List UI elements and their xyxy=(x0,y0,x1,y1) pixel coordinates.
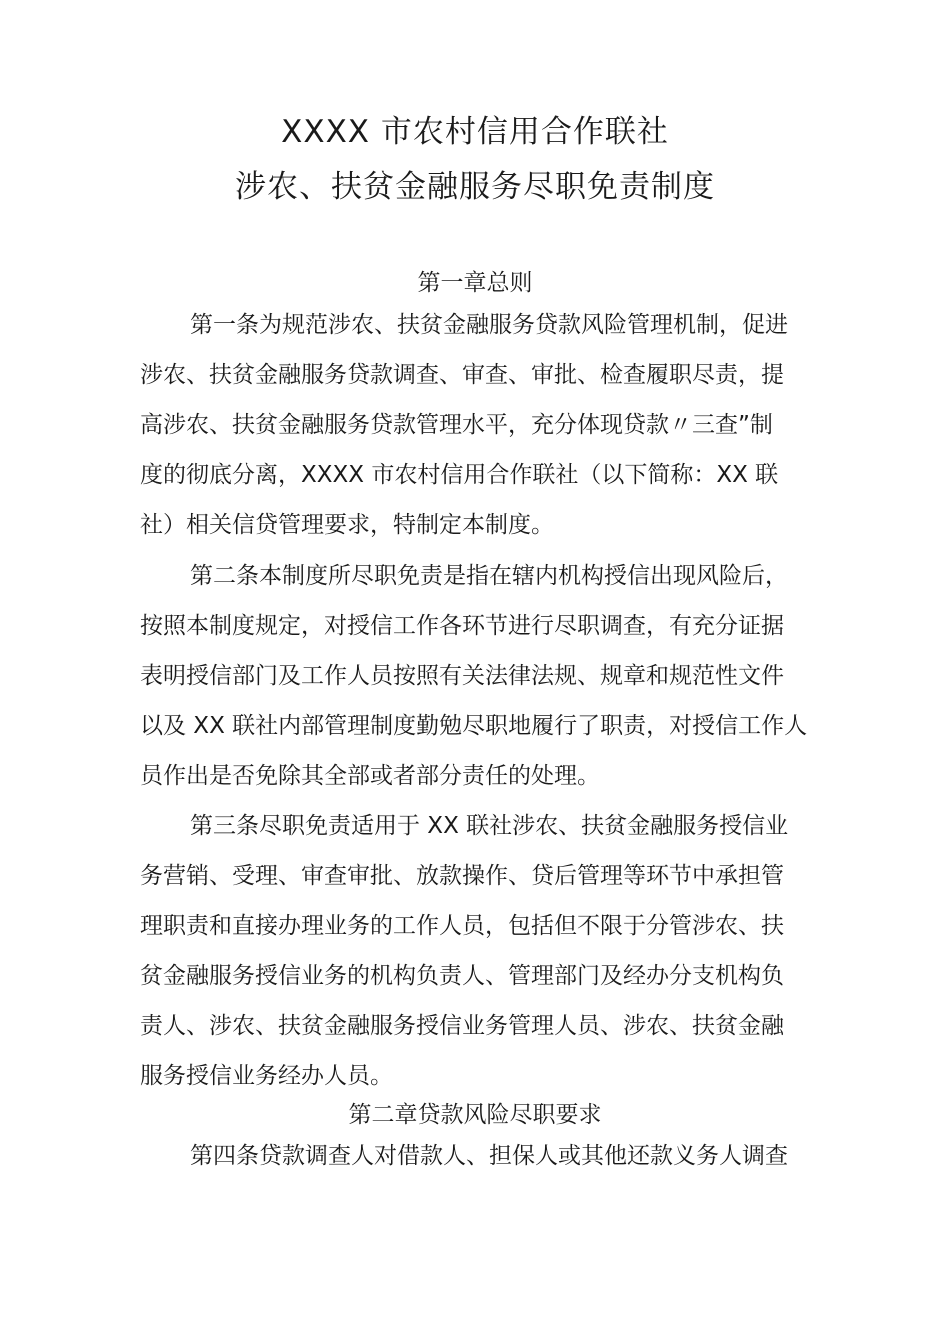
article-2-line: 第二条本制度所尽职免责是指在辖内机构授信出现风险后， xyxy=(190,563,788,589)
article-1-line: 社）相关信贷管理要求，特制定本制度。 xyxy=(140,512,554,538)
article-4-line: 第四条贷款调查人对借款人、担保人或其他还款义务人调查 xyxy=(190,1143,788,1169)
article-1-line: 度的彻底分离，XXXX 市农村信用合作联社（以下简称：XX 联 xyxy=(140,462,779,488)
article-3-line: 务营销、受理、审查审批、放款操作、贷后管理等环节中承担管 xyxy=(140,863,784,889)
article-1-line: 第一条为规范涉农、扶贫金融服务贷款风险管理机制，促进 xyxy=(190,312,788,338)
article-3-line: 责人、涉农、扶贫金融服务授信业务管理人员、涉农、扶贫金融 xyxy=(140,1013,784,1039)
chapter-heading-2: 第二章贷款风险尽职要求 xyxy=(348,1102,602,1128)
article-3-line: 第三条尽职免责适用于 XX 联社涉农、扶贫金融服务授信业 xyxy=(190,813,789,839)
chapter-heading-1: 第一章总则 xyxy=(417,270,533,296)
article-2-line: 按照本制度规定，对授信工作各环节进行尽职调查，有充分证据 xyxy=(140,613,784,639)
article-3-line: 服务授信业务经办人员。 xyxy=(140,1063,393,1089)
article-1-line: 涉农、扶贫金融服务贷款调查、审查、审批、检查履职尽责，提 xyxy=(140,362,784,388)
article-3-line: 理职责和直接办理业务的工作人员，包括但不限于分管涉农、扶 xyxy=(140,913,784,939)
document-title-line-1: XXXX 市农村信用合作联社 xyxy=(281,114,669,150)
article-2-line: 员作出是否免除其全部或者部分责任的处理。 xyxy=(140,763,600,789)
article-1-line: 高涉农、扶贫金融服务贷款管理水平，充分体现贷款〃三查”制 xyxy=(140,412,773,438)
document-title-line-2: 涉农、扶贫金融服务尽职免责制度 xyxy=(235,169,715,205)
article-3-line: 贫金融服务授信业务的机构负责人、管理部门及经办分支机构负 xyxy=(140,963,784,989)
article-2-line: 表明授信部门及工作人员按照有关法律法规、规章和规范性文件 xyxy=(140,663,784,689)
article-2-line: 以及 XX 联社内部管理制度勤勉尽职地履行了职责，对授信工作人 xyxy=(140,713,808,739)
